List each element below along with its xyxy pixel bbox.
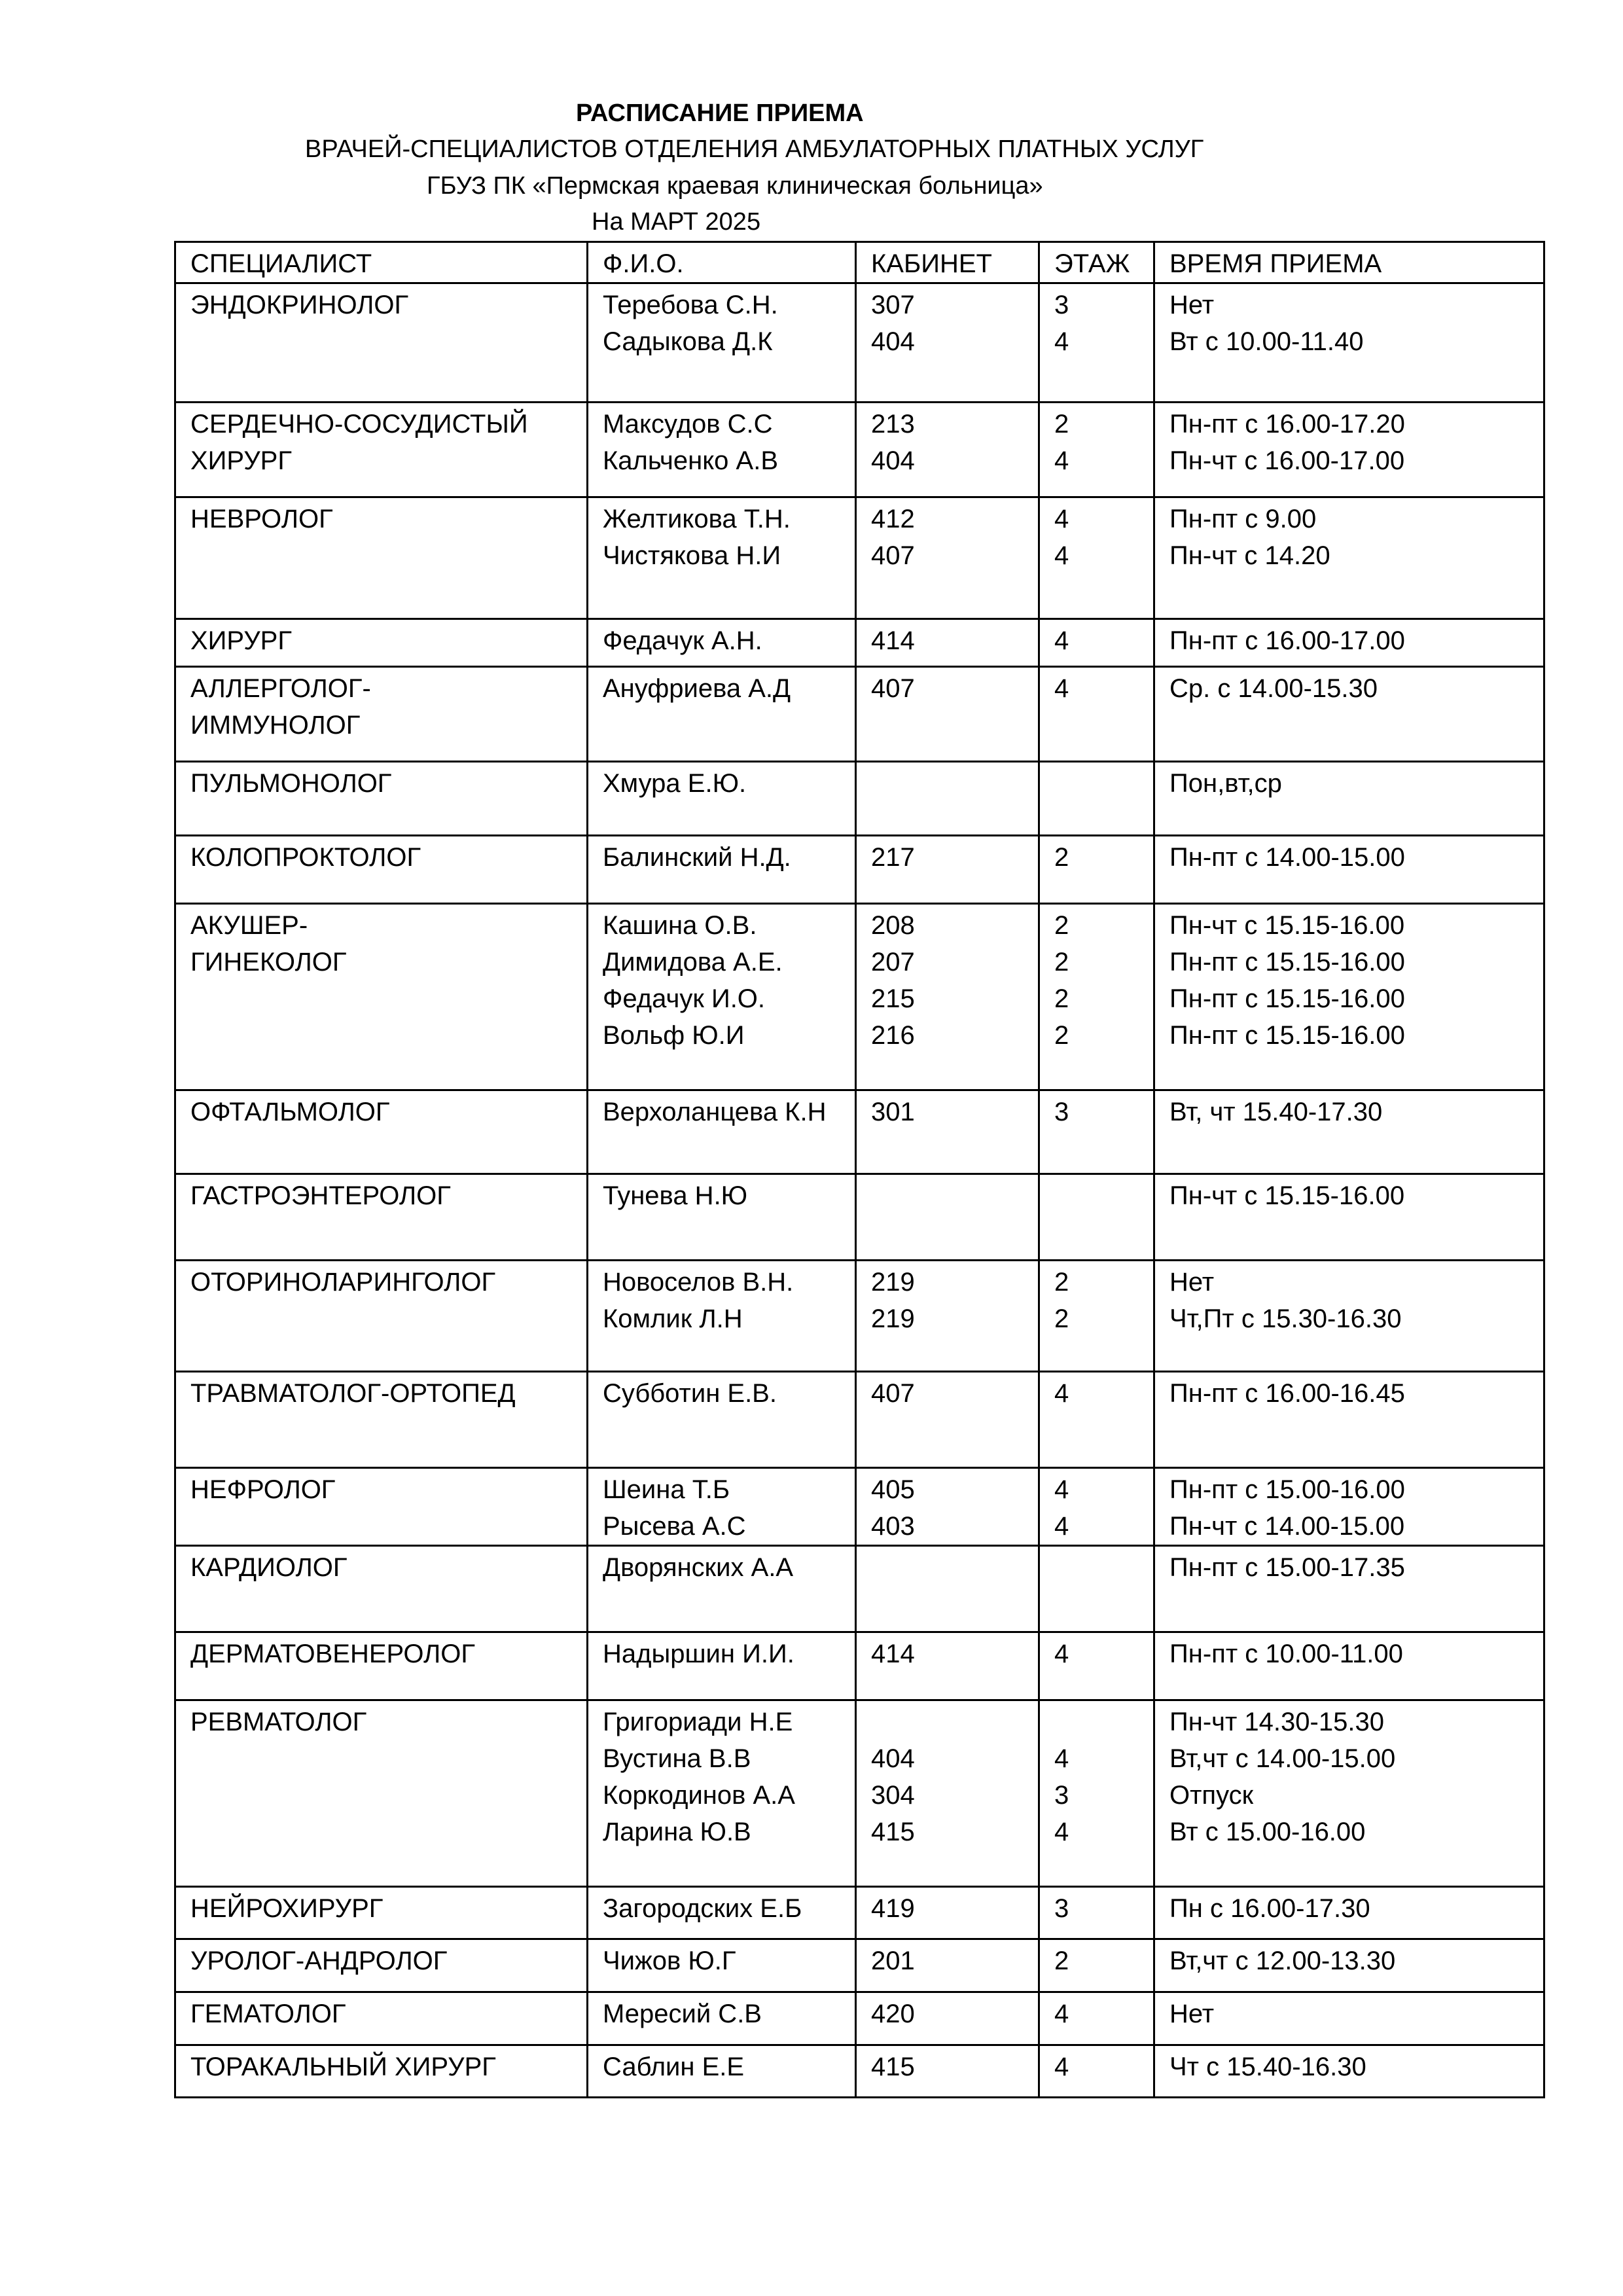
- specialist-cell: [175, 1632, 588, 1700]
- floor-cell: [1039, 1372, 1154, 1468]
- schedule-time: Чт с 15.40-16.30: [1169, 2053, 1366, 2081]
- table-row: [175, 1939, 1544, 1992]
- col-header-floor: ЭТАЖ: [1039, 242, 1154, 283]
- schedule-time: Пн-чт 14.30-15.30: [1169, 1708, 1384, 1736]
- name-cell: [588, 619, 856, 667]
- floor-cell: [1039, 1174, 1154, 1261]
- specialist-line: ТРАВМАТОЛОГ-ОРТОПЕД: [190, 1379, 516, 1408]
- specialist-line: КОЛОПРОКТОЛОГ: [190, 843, 421, 872]
- room-number: 307: [871, 291, 915, 319]
- doctor-name: Кальченко А.В: [603, 446, 779, 475]
- floor-number: 2: [1054, 948, 1069, 977]
- time-cell: [1154, 667, 1544, 762]
- doctor-name: Шеина Т.Б: [603, 1475, 730, 1504]
- time-cell: [1154, 836, 1544, 904]
- floor-number: 4: [1054, 1475, 1069, 1504]
- time-cell: [1154, 762, 1544, 836]
- doctor-name: Вольф Ю.И: [603, 1021, 745, 1050]
- floor-cell: [1039, 1546, 1154, 1632]
- floor-number: 4: [1054, 1512, 1069, 1541]
- room-number: 207: [871, 948, 915, 977]
- doctor-name: Балинский Н.Д.: [603, 843, 791, 872]
- schedule-time: Чт,Пт с 15.30-16.30: [1169, 1304, 1402, 1333]
- time-cell: [1154, 1468, 1544, 1546]
- name-cell: [588, 1939, 856, 1992]
- schedule-time: Пн-пт с 16.00-17.00: [1169, 626, 1405, 655]
- table-row: [175, 1887, 1544, 1939]
- doctor-name: Загородских Е.Б: [603, 1894, 802, 1923]
- specialist-line: АКУШЕР-: [190, 911, 308, 940]
- room-number: [871, 1177, 1025, 1214]
- room-cell: [856, 403, 1039, 497]
- room-cell: [856, 619, 1039, 667]
- schedule-time: Пн-пт с 14.00-15.00: [1169, 843, 1405, 872]
- specialist-line: ТОРАКАЛЬНЫЙ ХИРУРГ: [190, 2053, 496, 2081]
- floor-cell: [1039, 762, 1154, 836]
- doctor-name: Григориади Н.Е: [603, 1708, 793, 1736]
- schedule-time: Пн-пт с 15.15-16.00: [1169, 948, 1405, 977]
- name-cell: [588, 1700, 856, 1887]
- schedule-time: Пн-пт с 15.00-17.35: [1169, 1553, 1405, 1582]
- schedule-time: Пон,вт,ср: [1169, 769, 1282, 798]
- doctor-name: Дворянских А.А: [603, 1553, 794, 1582]
- table-row: [175, 1546, 1544, 1632]
- floor-cell: [1039, 1261, 1154, 1372]
- room-cell: [856, 1992, 1039, 2045]
- doctor-name: Теребова С.Н.: [603, 291, 778, 319]
- specialist-cell: [175, 1468, 588, 1546]
- floor-number: [1054, 1549, 1140, 1586]
- period-text: На МАРТ 2025: [592, 208, 761, 236]
- specialist-cell: [175, 497, 588, 619]
- doctor-name: Чистякова Н.И: [603, 541, 781, 570]
- room-cell: [856, 762, 1039, 836]
- specialist-line: УРОЛОГ-АНДРОЛОГ: [190, 1946, 448, 1975]
- time-cell: [1154, 497, 1544, 619]
- specialist-line: СЕРДЕЧНО-СОСУДИСТЫЙ: [190, 410, 528, 439]
- room-cell: [856, 904, 1039, 1090]
- name-cell: [588, 1090, 856, 1174]
- col-header-specialist: СПЕЦИАЛИСТ: [175, 242, 588, 283]
- room-cell: [856, 1632, 1039, 1700]
- table-row: [175, 762, 1544, 836]
- floor-number: 4: [1054, 1640, 1069, 1668]
- specialist-cell: [175, 836, 588, 904]
- doctor-name: Желтикова Т.Н.: [603, 505, 791, 533]
- specialist-cell: [175, 762, 588, 836]
- room-cell: [856, 2045, 1039, 2098]
- room-number: 407: [871, 1379, 915, 1408]
- schedule-time: Пн-чт с 15.15-16.00: [1169, 1181, 1405, 1210]
- floor-number: 4: [1054, 1379, 1069, 1408]
- table-body: [175, 283, 1544, 2098]
- name-cell: [588, 667, 856, 762]
- room-number: 405: [871, 1475, 915, 1504]
- room-cell: [856, 1090, 1039, 1174]
- floor-cell: [1039, 1992, 1154, 2045]
- table-row: [175, 1700, 1544, 1887]
- specialist-cell: [175, 1700, 588, 1887]
- schedule-time: Пн-пт с 16.00-16.45: [1169, 1379, 1405, 1408]
- table-row: [175, 1632, 1544, 1700]
- room-cell: [856, 667, 1039, 762]
- room-cell: [856, 1700, 1039, 1887]
- schedule-time: Нет: [1169, 291, 1215, 319]
- specialist-cell: [175, 1372, 588, 1468]
- doctor-name: Чижов Ю.Г: [603, 1946, 736, 1975]
- floor-cell: [1039, 904, 1154, 1090]
- table-row: [175, 1174, 1544, 1261]
- room-cell: [856, 283, 1039, 403]
- schedule-time: Нет: [1169, 2000, 1215, 2028]
- room-number: 201: [871, 1946, 915, 1975]
- floor-number: 4: [1054, 327, 1069, 356]
- room-number: 419: [871, 1894, 915, 1923]
- name-cell: [588, 283, 856, 403]
- floor-number: 2: [1054, 1268, 1069, 1297]
- floor-cell: [1039, 619, 1154, 667]
- col-header-time: ВРЕМЯ ПРИЕМА: [1154, 242, 1544, 283]
- room-number: 407: [871, 541, 915, 570]
- name-cell: [588, 1546, 856, 1632]
- specialist-line: ГИНЕКОЛОГ: [190, 948, 347, 977]
- doctor-name: Субботин Е.В.: [603, 1379, 777, 1408]
- doctor-name: Комлик Л.Н: [603, 1304, 743, 1333]
- room-cell: [856, 836, 1039, 904]
- room-number: [871, 1549, 1025, 1586]
- floor-number: [1054, 765, 1140, 802]
- doctor-name: Хмура Е.Ю.: [603, 769, 747, 798]
- schedule-time: Пн-чт с 14.00-15.00: [1169, 1512, 1405, 1541]
- room-number: 415: [871, 2053, 915, 2081]
- floor-cell: [1039, 836, 1154, 904]
- specialist-cell: [175, 1090, 588, 1174]
- name-cell: [588, 1468, 856, 1546]
- specialist-line: НЕВРОЛОГ: [190, 505, 333, 533]
- specialist-line: ХИРУРГ: [190, 626, 292, 655]
- specialist-line: АЛЛЕРГОЛОГ-: [190, 674, 371, 703]
- doctor-name: Ларина Ю.В: [603, 1818, 751, 1846]
- room-number: 407: [871, 674, 915, 703]
- floor-number: 2: [1054, 1021, 1069, 1050]
- specialist-line: ХИРУРГ: [190, 446, 292, 475]
- floor-cell: [1039, 1887, 1154, 1939]
- doctor-name: Кашина О.В.: [603, 911, 757, 940]
- specialist-line: НЕЙРОХИРУРГ: [190, 1894, 383, 1923]
- name-cell: [588, 2045, 856, 2098]
- room-number: 219: [871, 1304, 915, 1333]
- col-header-room: КАБИНЕТ: [856, 242, 1039, 283]
- specialist-line: ГЕМАТОЛОГ: [190, 2000, 346, 2028]
- floor-number: 2: [1054, 410, 1069, 439]
- name-cell: [588, 904, 856, 1090]
- room-cell: [856, 1546, 1039, 1632]
- room-number: 404: [871, 1744, 915, 1773]
- schedule-time: Пн-чт с 16.00-17.00: [1169, 446, 1405, 475]
- time-cell: [1154, 2045, 1544, 2098]
- doctor-name: Димидова А.Е.: [603, 948, 783, 977]
- room-number: 304: [871, 1781, 915, 1810]
- room-number: 412: [871, 505, 915, 533]
- name-cell: [588, 1632, 856, 1700]
- schedule-time: Ср. с 14.00-15.30: [1169, 674, 1378, 703]
- time-cell: [1154, 619, 1544, 667]
- schedule-time: Пн-пт с 16.00-17.20: [1169, 410, 1405, 439]
- table-row: [175, 619, 1544, 667]
- floor-number: 3: [1054, 1098, 1069, 1126]
- doctor-name: Федачук А.Н.: [603, 626, 762, 655]
- subtitle-text: ВРАЧЕЙ-СПЕЦИАЛИСТОВ ОТДЕЛЕНИЯ АМБУЛАТОРНЫХ ПЛАТНЫХ УСЛУГ: [305, 135, 1204, 163]
- room-cell: [856, 1261, 1039, 1372]
- floor-number: 3: [1054, 1894, 1069, 1923]
- schedule-time: Отпуск: [1169, 1781, 1254, 1810]
- specialist-cell: [175, 619, 588, 667]
- floor-number: 3: [1054, 291, 1069, 319]
- floor-number: 4: [1054, 1744, 1069, 1773]
- schedule-time: Пн-чт с 14.20: [1169, 541, 1330, 570]
- specialist-line: ИММУНОЛОГ: [190, 711, 361, 740]
- room-number: 213: [871, 410, 915, 439]
- schedule-time: Пн-пт с 10.00-11.00: [1169, 1640, 1403, 1668]
- floor-cell: [1039, 1090, 1154, 1174]
- time-cell: [1154, 1261, 1544, 1372]
- table-row: [175, 283, 1544, 403]
- room-cell: [856, 497, 1039, 619]
- time-cell: [1154, 1939, 1544, 1992]
- table-row: [175, 2045, 1544, 2098]
- doctor-name: Вустина В.В: [603, 1744, 751, 1773]
- table-row: [175, 1468, 1544, 1546]
- time-cell: [1154, 1546, 1544, 1632]
- specialist-cell: [175, 1174, 588, 1261]
- schedule-time: Нет: [1169, 1268, 1215, 1297]
- room-cell: [856, 1468, 1039, 1546]
- specialist-cell: [175, 1887, 588, 1939]
- room-number: 403: [871, 1512, 915, 1541]
- table-header: [175, 242, 1544, 283]
- name-cell: [588, 762, 856, 836]
- room-number: 420: [871, 2000, 915, 2028]
- doctor-name: Надыршин И.И.: [603, 1640, 794, 1668]
- doctor-name: Федачук И.О.: [603, 984, 766, 1013]
- specialist-line: ОТОРИНОЛАРИНГОЛОГ: [190, 1268, 496, 1297]
- specialist-line: РЕВМАТОЛОГ: [190, 1708, 367, 1736]
- doctor-name: Ануфриева А.Д: [603, 674, 791, 703]
- schedule-time: Вт с 10.00-11.40: [1169, 327, 1364, 356]
- schedule-time: Вт,чт с 14.00-15.00: [1169, 1744, 1396, 1773]
- specialist-cell: [175, 283, 588, 403]
- schedule-time: Пн-пт с 15.00-16.00: [1169, 1475, 1405, 1504]
- time-cell: [1154, 403, 1544, 497]
- time-cell: [1154, 1372, 1544, 1468]
- floor-number: 2: [1054, 984, 1069, 1013]
- schedule-time: Пн-чт с 15.15-16.00: [1169, 911, 1405, 940]
- doctor-name: Максудов С.С: [603, 410, 773, 439]
- floor-number: 2: [1054, 1946, 1069, 1975]
- table-row: [175, 1992, 1544, 2045]
- room-number: 414: [871, 626, 915, 655]
- floor-cell: [1039, 1700, 1154, 1887]
- time-cell: [1154, 1992, 1544, 2045]
- specialist-line: КАРДИОЛОГ: [190, 1553, 348, 1582]
- hospital-name-text: ГБУЗ ПК «Пермская краевая клиническая больница»: [427, 172, 1043, 200]
- schedule-time: Пн-пт с 15.15-16.00: [1169, 1021, 1405, 1050]
- name-cell: [588, 497, 856, 619]
- doctor-name: Садыкова Д.К: [603, 327, 773, 356]
- floor-number: [1054, 1177, 1140, 1214]
- floor-cell: [1039, 1468, 1154, 1546]
- doctor-name: Мересий С.В: [603, 2000, 762, 2028]
- specialist-line: ОФТАЛЬМОЛОГ: [190, 1098, 390, 1126]
- table-row: [175, 667, 1544, 762]
- floor-number: 4: [1054, 541, 1069, 570]
- room-number: 208: [871, 911, 915, 940]
- schedule-time: Вт,чт с 12.00-13.30: [1169, 1946, 1396, 1975]
- floor-number: 2: [1054, 911, 1069, 940]
- room-number: 414: [871, 1640, 915, 1668]
- doctor-name: Коркодинов А.А: [603, 1781, 795, 1810]
- room-number: 404: [871, 327, 915, 356]
- schedule-time: Вт с 15.00-16.00: [1169, 1818, 1366, 1846]
- schedule-time: Пн-пт с 15.15-16.00: [1169, 984, 1405, 1013]
- doctor-name: Тунева Н.Ю: [603, 1181, 748, 1210]
- floor-cell: [1039, 2045, 1154, 2098]
- floor-number: 4: [1054, 2000, 1069, 2028]
- floor-number: 4: [1054, 674, 1069, 703]
- specialist-line: ПУЛЬМОНОЛОГ: [190, 769, 392, 798]
- room-cell: [856, 1939, 1039, 1992]
- schedule-table: [174, 241, 1545, 2098]
- floor-cell: [1039, 1632, 1154, 1700]
- table-row: [175, 836, 1544, 904]
- room-number: [871, 765, 1025, 802]
- room-number: 216: [871, 1021, 915, 1050]
- room-number: 215: [871, 984, 915, 1013]
- room-number: 415: [871, 1818, 915, 1846]
- floor-cell: [1039, 283, 1154, 403]
- floor-number: 4: [1054, 446, 1069, 475]
- specialist-cell: [175, 1992, 588, 2045]
- room-number: 219: [871, 1268, 915, 1297]
- table-row: [175, 497, 1544, 619]
- specialist-cell: [175, 403, 588, 497]
- specialist-cell: [175, 667, 588, 762]
- time-cell: [1154, 1174, 1544, 1261]
- room-cell: [856, 1372, 1039, 1468]
- floor-cell: [1039, 667, 1154, 762]
- table-row: [175, 1090, 1544, 1174]
- floor-cell: [1039, 403, 1154, 497]
- name-cell: [588, 1261, 856, 1372]
- schedule-time: Вт, чт 15.40-17.30: [1169, 1098, 1383, 1126]
- table-row: [175, 1261, 1544, 1372]
- schedule-time: Пн-пт с 9.00: [1169, 505, 1317, 533]
- specialist-line: ГАСТРОЭНТЕРОЛОГ: [190, 1181, 451, 1210]
- table-row: [175, 904, 1544, 1090]
- floor-cell: [1039, 1939, 1154, 1992]
- specialist-cell: [175, 1546, 588, 1632]
- room-number: 217: [871, 843, 915, 872]
- specialist-cell: [175, 904, 588, 1090]
- room-number: 404: [871, 446, 915, 475]
- room-cell: [856, 1174, 1039, 1261]
- doctor-name: Рысева А.С: [603, 1512, 746, 1541]
- time-cell: [1154, 1632, 1544, 1700]
- time-cell: [1154, 904, 1544, 1090]
- floor-number: 4: [1054, 505, 1069, 533]
- title-text: РАСПИСАНИЕ ПРИЕМА: [576, 99, 864, 127]
- table-row: [175, 403, 1544, 497]
- time-cell: [1154, 283, 1544, 403]
- specialist-cell: [175, 1939, 588, 1992]
- floor-number: 4: [1054, 626, 1069, 655]
- table-row: [175, 1372, 1544, 1468]
- specialist-line: НЕФРОЛОГ: [190, 1475, 336, 1504]
- name-cell: [588, 836, 856, 904]
- header-row: [175, 242, 1544, 283]
- floor-cell: [1039, 497, 1154, 619]
- floor-number: 4: [1054, 2053, 1069, 2081]
- time-cell: [1154, 1887, 1544, 1939]
- doctor-name: Саблин Е.Е: [603, 2053, 745, 2081]
- time-cell: [1154, 1090, 1544, 1174]
- specialist-line: ДЕРМАТОВЕНЕРОЛОГ: [190, 1640, 476, 1668]
- name-cell: [588, 1174, 856, 1261]
- schedule-time: Пн с 16.00-17.30: [1169, 1894, 1370, 1923]
- room-number: [871, 1704, 1025, 1740]
- room-number: 301: [871, 1098, 915, 1126]
- doctor-name: Верхоланцева К.Н: [603, 1098, 827, 1126]
- name-cell: [588, 403, 856, 497]
- doctor-name: Новоселов В.Н.: [603, 1268, 794, 1297]
- floor-number: 3: [1054, 1781, 1069, 1810]
- floor-number: [1054, 1704, 1140, 1740]
- name-cell: [588, 1372, 856, 1468]
- floor-number: 4: [1054, 1818, 1069, 1846]
- floor-number: 2: [1054, 843, 1069, 872]
- specialist-cell: [175, 2045, 588, 2098]
- floor-number: 2: [1054, 1304, 1069, 1333]
- specialist-line: ЭНДОКРИНОЛОГ: [190, 291, 409, 319]
- name-cell: [588, 1887, 856, 1939]
- name-cell: [588, 1992, 856, 2045]
- specialist-cell: [175, 1261, 588, 1372]
- room-cell: [856, 1887, 1039, 1939]
- time-cell: [1154, 1700, 1544, 1887]
- col-header-name: Ф.И.О.: [588, 242, 856, 283]
